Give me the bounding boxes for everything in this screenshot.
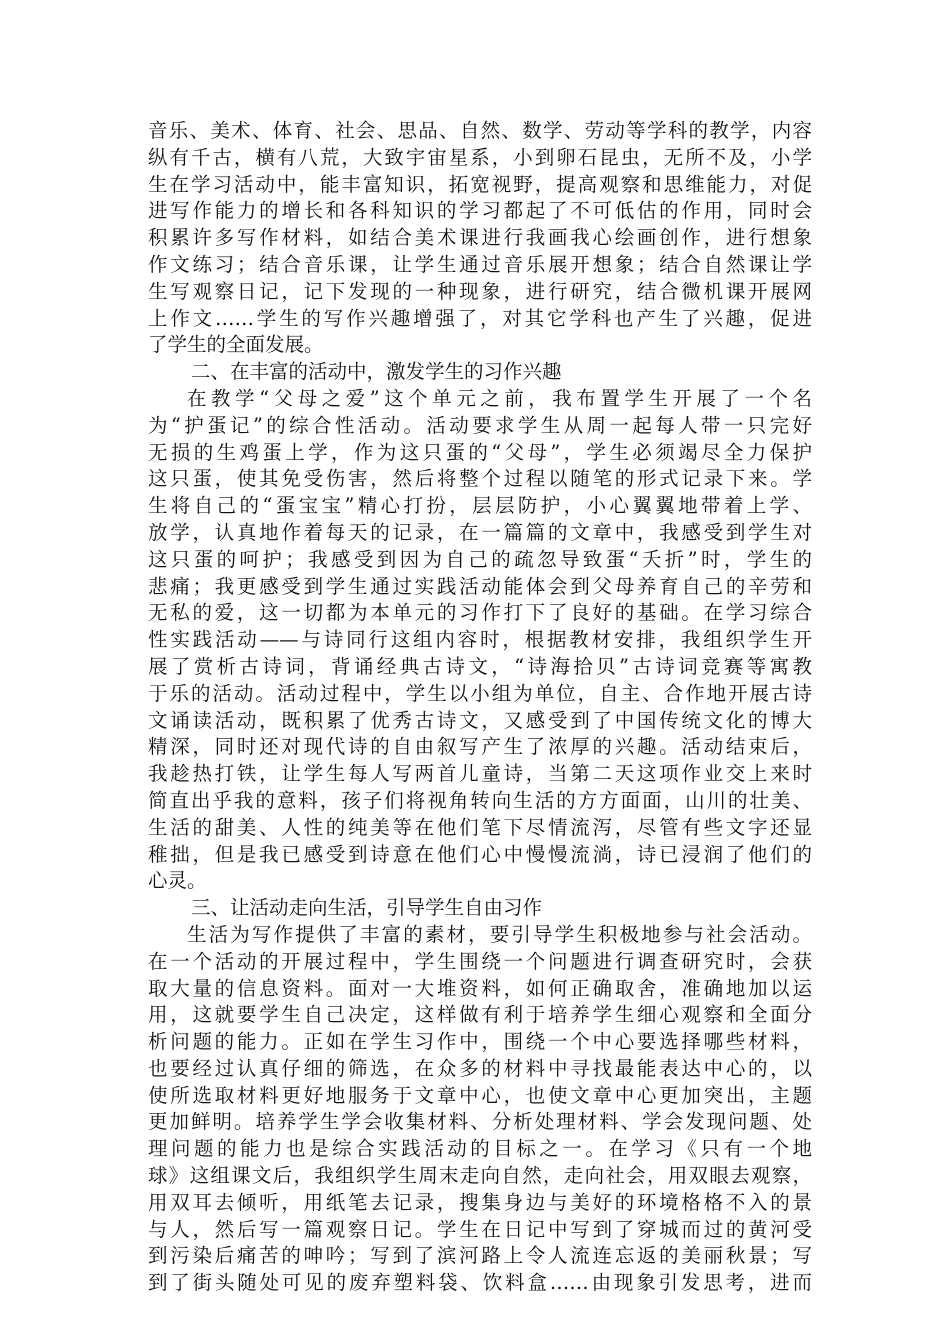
text-line: 进写作能力的增长和各科知识的学习都起了不可低估的作用，同时会 <box>148 199 812 223</box>
text-line: 这只蛋，使其免受伤害，然后将整个过程以随笔的形式记录下来。学 <box>148 467 812 491</box>
text-line: 了学生的全面发展。 <box>148 333 324 357</box>
paragraph-continuation <box>148 118 812 359</box>
text-line: 生写观察日记，记下发现的一种现象，进行研究，结合微机课开展网 <box>148 279 812 303</box>
text-line: 用，这就要学生自己决定，这样做有利于培养学生细心观察和全面分 <box>148 1003 812 1027</box>
section-heading-3: 三、让活动走向生活，引导学生自由习作 <box>191 896 543 920</box>
text-line: 更加鲜明。培养学生学会收集材料、分析处理材料、学会发现问题、处 <box>148 1110 812 1134</box>
text-line: 简直出乎我的意料，孩子们将视角转向生活的方方面面，山川的壮美、 <box>148 788 812 812</box>
text-line: 到了街头随处可见的废弃塑料袋、饮料盒……由现象引发思考，进而 <box>148 1271 812 1295</box>
text-line: 使所选取材料更好地服务于文章中心，也使文章中心更加突出，主题 <box>148 1083 812 1107</box>
text-line: 生在学习活动中，能丰富知识，拓宽视野，提高观察和思维能力，对促 <box>148 172 812 196</box>
text-line: 纵有千古，横有八荒，大致宇宙星系，小到卵石昆虫，无所不及，小学 <box>148 145 812 169</box>
text-line: 上作文……学生的写作兴趣增强了，对其它学科也产生了兴趣，促进 <box>148 306 812 330</box>
section-heading-2: 二、在丰富的活动中，激发学生的习作兴趣 <box>191 360 562 384</box>
text-line: 心灵。 <box>148 869 207 893</box>
text-line: 理问题的能力也是综合实践活动的目标之一。在学习《只有一个地 <box>148 1137 812 1161</box>
text-line: 生活为写作提供了丰富的素材，要引导学生积极地参与社会活动。 <box>187 922 812 946</box>
text-line: 展了赏析古诗词，背诵经典古诗文，“诗海拾贝”古诗词竞赛等寓教 <box>148 654 812 678</box>
text-line: 稚拙，但是我已感受到诗意在他们心中慢慢流淌，诗已浸润了他们的 <box>148 842 812 866</box>
text-line: 取大量的信息资料。面对一大堆资料，如何正确取舍，准确地加以运 <box>148 976 812 1000</box>
text-line: 在一个活动的开展过程中，学生围绕一个问题进行调查研究时，会获 <box>148 949 812 973</box>
text-line: 性实践活动——与诗同行这组内容时，根据教材安排，我组织学生开 <box>148 628 812 652</box>
paragraph-section-2 <box>148 386 812 895</box>
text-line: 文诵读活动，既积累了优秀古诗文，又感受到了中国传统文化的博大 <box>148 708 812 732</box>
text-line: 到污染后痛苦的呻吟；写到了滨河路上令人流连忘返的美丽秋景；写 <box>148 1244 812 1268</box>
text-line: 音乐、美术、体育、社会、思品、自然、数学、劳动等学科的教学，内容 <box>148 119 812 142</box>
text-line: 我趁热打铁，让学生每人写两首儿童诗，当第二天这项作业交上来时 <box>148 762 812 786</box>
text-line: 为“护蛋记”的综合性活动。活动要求学生从周一起每人带一只完好 <box>148 413 812 437</box>
text-line: 无损的生鸡蛋上学，作为这只蛋的“父母”，学生必须竭尽全力保护 <box>148 440 812 464</box>
text-line: 放学，认真地作着每天的记录，在一篇篇的文章中，我感受到学生对 <box>148 520 812 544</box>
text-line: 析问题的能力。正如在学生习作中，围绕一个中心要选择哪些材料， <box>148 1030 812 1054</box>
text-line: 这只蛋的呵护；我感受到因为自己的疏忽导致蛋“夭折”时，学生的 <box>148 547 812 571</box>
text-line: 在教学“父母之爱”这个单元之前，我布置学生开展了一个名 <box>187 386 812 410</box>
document-page <box>148 118 812 1297</box>
text-line: 也要经过认真仔细的筛选，在众多的材料中寻找最能表达中心的，以 <box>148 1056 812 1080</box>
text-line: 悲痛；我更感受到学生通过实践活动能体会到父母养育自己的辛劳和 <box>148 574 812 598</box>
text-line: 作文练习；结合音乐课，让学生通过音乐展开想象；结合自然课让学 <box>148 252 812 276</box>
text-line: 用双耳去倾听，用纸笔去记录，搜集身边与美好的环境格格不入的景 <box>148 1190 812 1214</box>
text-line: 于乐的活动。活动过程中，学生以小组为单位，自主、合作地开展古诗 <box>148 681 812 705</box>
text-line: 球》这组课文后，我组织学生周末走向自然，走向社会，用双眼去观察， <box>148 1164 812 1188</box>
paragraph-section-3 <box>148 922 812 1297</box>
text-line: 生将自己的“蛋宝宝”精心打扮，层层防护，小心翼翼地带着上学、 <box>148 494 812 518</box>
text-line: 无私的爱，这一切都为本单元的习作打下了良好的基础。在学习综合 <box>148 601 812 625</box>
text-line: 积累许多写作材料，如结合美术课进行我画我心绘画创作，进行想象 <box>148 226 812 250</box>
text-line: 与人，然后写一篇观察日记。学生在日记中写到了穿城而过的黄河受 <box>148 1217 812 1241</box>
text-line: 精深，同时还对现代诗的自由叙写产生了浓厚的兴趣。活动结束后， <box>148 735 812 759</box>
text-line: 生活的甜美、人性的纯美等在他们笔下尽情流泻，尽管有些文字还显 <box>148 815 812 839</box>
